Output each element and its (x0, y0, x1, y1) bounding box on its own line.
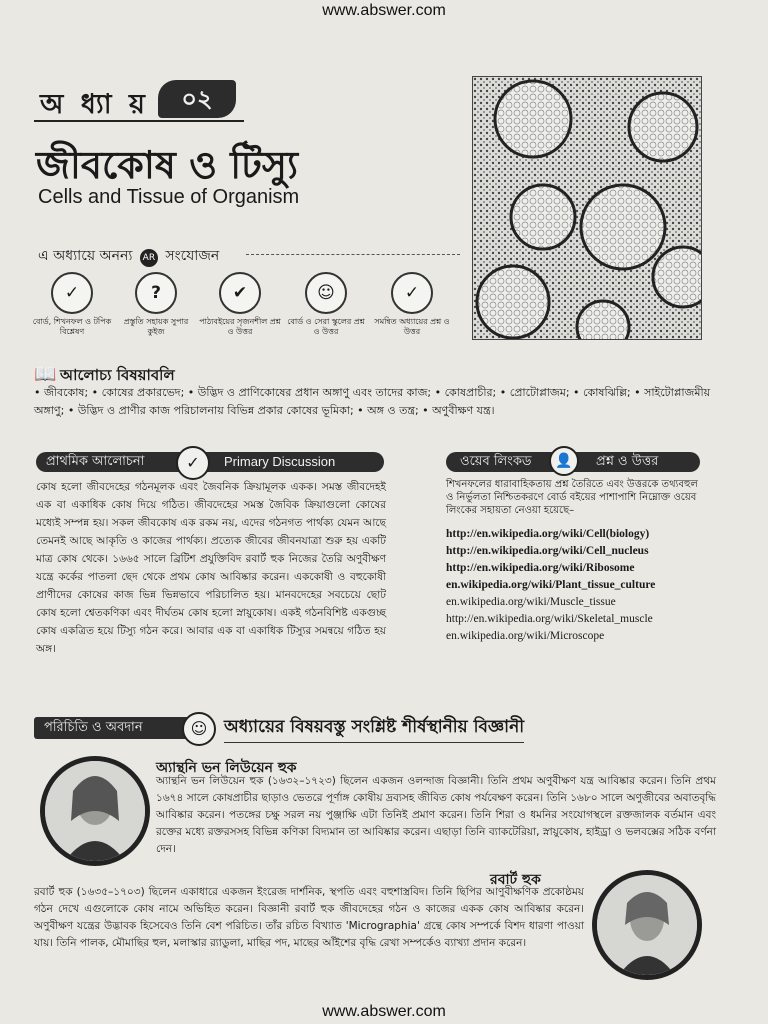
person-icon: ☺ (305, 272, 347, 314)
primary-discussion-text: কোষ হলো জীবদেহের গঠনমূলক এবং জৈবনিক ক্রিয়ামূলক একক। সমস্ত জীবদেহই এক বা একাধিক কোষ দিয়ে গঠিত। জীবদেহের সমস্ত জৈবিক ক্রিয়াগুলো কোষের মধ্যেই সম্পন্ন হয়। সকল জীবকোষ এক রকম নয়, এদের গঠনগত পার্থক্য যেমন আছে তেমনই আছে আকৃতি ও কাজের পার্থক্য। প্রত্যেক জীবের জীবনযাত্রা শুরু হয় একটি মাত্র কোষ থেকে। ১৬৬৫ সালে ব্রিটিশ প্রযুক্তিবিদ রবার্ট হুক নিজের তৈরি অণুবীক্ষণ যন্ত্রে কর্কের পাতলা ছেদ থেকে প্রথম কোষ আবিষ্কার করেন। এককোষী ও বহুকোষী প্রাণীদের কোষের কাজ ভিন্ন ভিন্নভাবে পরিচালিত হয়। মানবদেহের সবচেয়ে ছোট কোষ হলো শ্বেতকণিকা এবং দীর্ঘতম কোষ হলো স্নায়ুকোষ। একই গঠনবিশিষ্ট একগুচ্ছ কোষ একত্রিত হয়ে টিস্যু গঠন করে। আবার এক বা একাধিক টিস্যুর সমন্বয়ে গঠিত হয় অঙ্গ। (36, 481, 386, 655)
chapter-label: অ ধ্যা য় (40, 89, 149, 120)
open-book-icon: 📖 (34, 364, 57, 385)
feature-textbook-qa: ✔ পাঠ্যবইয়ের সৃজনশীল প্রশ্ন ও উত্তর (198, 272, 282, 337)
site-footer: www.abswer.com (322, 1003, 446, 1020)
web-link[interactable]: http://en.wikipedia.org/wiki/Cell_nucleus (446, 545, 649, 557)
web-link[interactable]: http://en.wikipedia.org/wiki/Skeletal_muscle (446, 613, 653, 625)
hooke-bio: রবার্ট হুক (১৬৩৫–১৭০৩) ছিলেন একাধারে একজন ইংরেজ দার্শনিক, স্থপতি এবং বহুশাস্ত্রবিদ। তিনি ছিপির আণুবীক্ষণিক প্রকোষ্ঠময় গঠন দেখে এগুলোকে কোষ নামে অভিহিত করেন। বিজ্ঞানী রবার্ট হুক জীবদেহের গঠন ও কাজের একক কোষ আবিষ্কার করেন। অণুবীক্ষণ যন্ত্রের উদ্ভাবক হিসেবেও তিনি বেশ পরিচিত। তাঁর রচিত বিখ্যাত 'Micrographia' গ্রন্থে কোষ সম্পর্কে বিশদ ধারণা পাওয়া যায়। তিনি পালক, মৌমাছির হুল, মলাস্কার র‍্যাডুলা, মাছির পদ, মাছের আঁইশের বৃদ্ধি রেখা সম্পর্কেও ব্যাখ্যা প্রদান করেন। (34, 886, 584, 949)
feature-super-quiz: ? প্রস্তুতি সহায়ক সুপার কুইজ (114, 272, 198, 337)
question-icon: ? (135, 272, 177, 314)
hooke-name: রবার্ট হুক (490, 872, 541, 888)
web-link[interactable]: http://en.wikipedia.org/wiki/Cell(biology) (446, 528, 650, 540)
topics-heading: আলোচ্য বিষয়াবলি (60, 366, 175, 384)
web-linked-bar: ওয়েব লিংকড প্রশ্ন ও উত্তর (446, 452, 700, 472)
scientists-title: অধ্যায়ের বিষয়বস্তু সংশ্লিষ্ট শীর্ষস্থানীয় বিজ্ঞানী (224, 714, 524, 743)
web-link[interactable]: en.wikipedia.org/wiki/Muscle_tissue (446, 596, 616, 608)
scientists-bar: পরিচিতি ও অবদান (34, 717, 194, 739)
topics-list: • জীবকোষ; • কোষের প্রকারভেদ; • উদ্ভিদ ও প্রাণিকোষের প্রধান অঙ্গাণু এবং তাদের কাজ; • কোষপ্রাচীর; • প্রোটোপ্লাজম; • কোষঝিল্লি; • সাইটোপ্লাজমীয় অঙ্গাণু; • উদ্ভিদ ও প্রাণীর কাজ পরিচালনায় বিভিন্ন প্রকার কোষের ভূমিকা; • অঙ্গ ও তন্ত্র; • অণুবীক্ষণ যন্ত্র। (34, 386, 711, 417)
site-header: www.abswer.com (322, 2, 446, 19)
feature-board-analysis: ✓ বোর্ড, শিখনফল ও টপিক বিশ্লেষণ (30, 272, 114, 337)
person-profile-icon: ☺ (182, 712, 216, 746)
leeuwenhoek-portrait (40, 756, 150, 866)
feature-board-school-qa: ☺ বোর্ড ও সেরা স্কুলের প্রশ্ন ও উত্তর (284, 272, 368, 337)
web-link[interactable]: http://en.wikipedia.org/wiki/Ribosome (446, 562, 635, 574)
divider (246, 254, 460, 255)
check-shield-icon: ✓ (51, 272, 93, 314)
web-link[interactable]: en.wikipedia.org/wiki/Microscope (446, 630, 605, 642)
check-badge-icon: ✓ (391, 272, 433, 314)
tissue-micrograph-image (472, 76, 702, 340)
web-link[interactable]: en.wikipedia.org/wiki/Plant_tissue_culture (446, 579, 656, 591)
book-check-icon: ✔ (219, 272, 261, 314)
check-icon: ✓ (176, 446, 210, 480)
special-additions-heading: এ অধ্যায়ে অনন্য AR সংযোজন (38, 244, 219, 268)
primary-discussion-bar: প্রাথমিক আলোচনা Primary Discussion (36, 452, 384, 472)
chapter-title-bn: জীবকোষ ও টিস্যু (36, 143, 298, 187)
chapter-number-badge: ০২ (158, 80, 236, 118)
web-links-intro: শিখনফলের ধারাবাহিকতায় প্রশ্ন তৈরিতে এবং উত্তরকে তথ্যবহুল ও নির্ভুলতা নিশ্চিতকরণে বোর্ড বইয়ের পাশাপাশি নিম্নোক্ত ওয়েব লিংকের সহায়তা নেওয়া হয়েছে– (446, 479, 698, 516)
leeuwenhoek-name: অ্যান্থনি ভন লিউয়েন হুক (156, 760, 297, 776)
chapter-title-en: Cells and Tissue of Organism (38, 186, 300, 208)
web-links-list (446, 526, 706, 645)
user-icon: 👤 (549, 446, 579, 476)
hooke-portrait (592, 870, 702, 980)
badge-icon: AR (140, 249, 158, 267)
feature-integrated-qa: ✓ সমন্বিত অধ্যায়ের প্রশ্ন ও উত্তর (370, 272, 454, 337)
leeuwenhoek-bio: অ্যান্থনি ভন লিউয়েন হুক (১৬৩২–১৭২৩) ছিলেন একজন ওলন্দাজ বিজ্ঞানী। তিনি প্রথম অণুবীক্ষণ যন্ত্র আবিষ্কার করেন। তিনি প্রথম ১৬৭৪ সালে কোষপ্রাচীর ছাড়াও ভেতরে পূর্ণাঙ্গ কোষীয় দ্রব্যসহ জীবিত কোষ পর্যবেক্ষণ করেন। তিনি ১৬৮০ সালে অণুজীবের অবাতবৃদ্ধি আবিষ্কার করেন। পতঙ্গের চক্ষু সরল নয় পুঞ্জাক্ষি এটা তিনিই প্রমাণ করেন। তিনি শিরা ও ধমনির সংযোগস্থলে রক্তজালক বর্তমান এবং রক্তের মধ্যে রক্তরসসহ বিভিন্ন কণিকা বিদ্যমান তা আবিষ্কার করেন। এছাড়া তিনি ব্যাকটেরিয়া, স্নায়ুকোষ, হাইড্রা ও ভলবক্সের সঠিক বর্ণনা দেন। (156, 775, 716, 855)
